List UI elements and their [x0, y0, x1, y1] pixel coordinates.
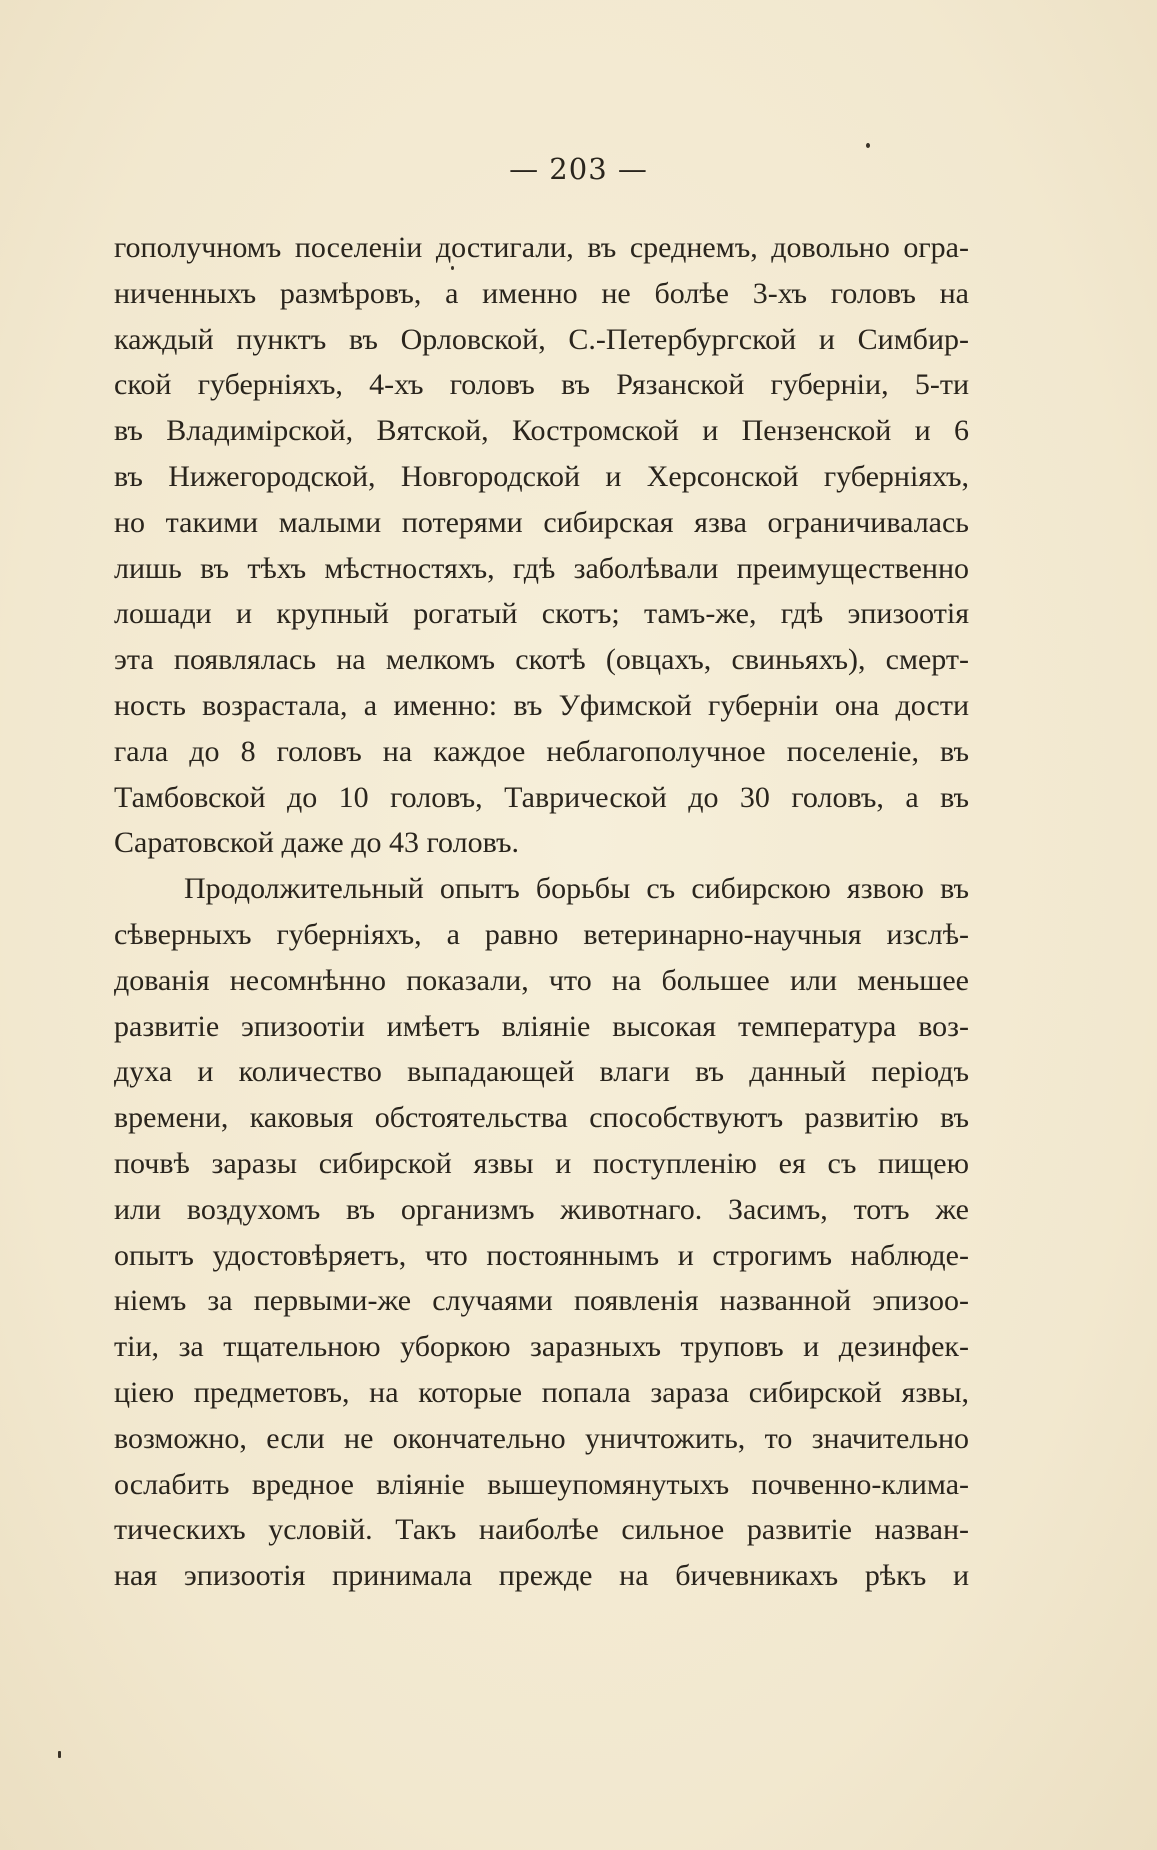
text-line: тіи, за тщательною уборкою заразныхъ труповъ и дезинфек- — [114, 1330, 969, 1364]
text-line: возможно, если не окончательно уничтожить, то значительно — [114, 1421, 969, 1455]
scan-speck — [866, 143, 870, 148]
text-line: Продолжительный опытъ борьбы съ сибирскою язвою въ — [184, 872, 969, 906]
text-line: сѣверныхъ губерніяхъ, а равно ветеринарно-научныя изслѣ- — [114, 917, 969, 951]
text-line: ность возрастала, а именно: въ Уфимской губерніи она дости — [114, 688, 969, 722]
text-line: ная эпизоотія принимала прежде на бичевникахъ рѣкъ и — [114, 1559, 969, 1593]
text-line: духа и количество выпадающей влаги въ данный періодъ — [114, 1055, 969, 1089]
body-text — [114, 225, 969, 1599]
text-line: тическихъ условій. Такъ наиболѣе сильное развитіе назван- — [114, 1513, 969, 1547]
scan-speck — [58, 1751, 61, 1758]
text-line: Саратовской даже до 43 головъ. — [114, 826, 520, 860]
text-line: ниченныхъ размѣровъ, а именно не болѣе 3-хъ головъ на — [114, 276, 969, 310]
text-line: времени, каковыя обстоятельства способствуютъ развитію въ — [114, 1101, 969, 1135]
text-line: почвѣ заразы сибирской язвы и поступленію ея съ пищею — [114, 1146, 969, 1180]
text-line: гополучномъ поселеніи достигали, въ среднемъ, довольно огра- — [114, 231, 969, 264]
text-line: ціею предметовъ, на которые попала зараза сибирской язвы, — [114, 1375, 969, 1409]
text-line: ослабить вредное вліяніе вышеупомянутыхъ почвенно-клима- — [114, 1467, 969, 1501]
paragraph-2 — [114, 866, 969, 1599]
text-line: въ Владимірской, Вятской, Костромской и Пензенской и 6 — [114, 414, 969, 448]
text-line: гала до 8 головъ на каждое неблагополучное поселеніе, въ — [114, 734, 969, 768]
text-line: но такими малыми потерями сибирская язва ограничивалась — [114, 505, 969, 539]
text-line: каждый пунктъ въ Орловской, С.-Петербургской и Симбир- — [114, 322, 969, 356]
scan-speck — [451, 266, 454, 270]
text-line: лошади и крупный рогатый скотъ; тамъ-же, гдѣ эпизоотія — [114, 597, 969, 631]
text-line: развитіе эпизоотіи имѣетъ вліяніе высокая температура воз- — [114, 1009, 969, 1043]
text-line: эта появлялась на мелкомъ скотѣ (овцахъ, свиньяхъ), смерт- — [114, 643, 969, 677]
text-line: дованія несомнѣнно показали, что на большее или меньшее — [114, 963, 969, 997]
text-line: ніемъ за первыми-же случаями появленія названной эпизоо- — [114, 1284, 969, 1318]
text-line: въ Нижегородской, Новгородской и Херсонской губерніяхъ, — [114, 459, 969, 493]
text-line: лишь въ тѣхъ мѣстностяхъ, гдѣ заболѣвали преимущественно — [114, 551, 969, 585]
text-line: Тамбовской до 10 головъ, Таврической до 30 головъ, а въ — [114, 780, 969, 814]
text-line: или воздухомъ въ организмъ животнаго. Засимъ, тотъ же — [114, 1192, 969, 1226]
text-line: ской губерніяхъ, 4-хъ головъ въ Рязанской губерніи, 5-ти — [114, 368, 969, 402]
page-number: — 203 — — [509, 152, 648, 186]
paragraph-1 — [114, 225, 969, 866]
text-line: опытъ удостовѣряетъ, что постояннымъ и строгимъ наблюде- — [114, 1238, 969, 1272]
